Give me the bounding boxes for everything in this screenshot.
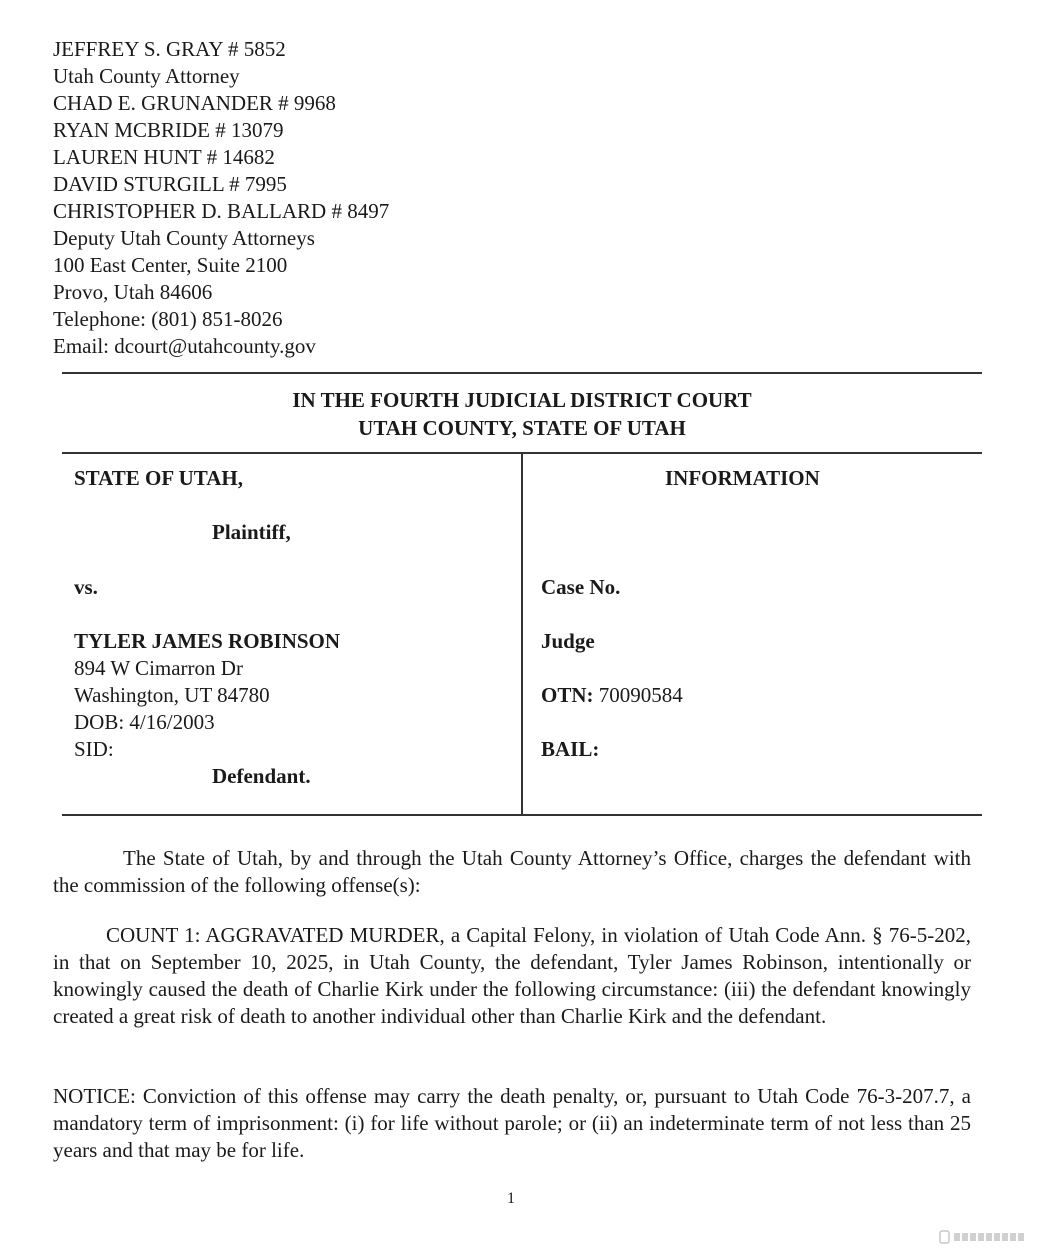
office-email: Email: dcourt@utahcounty.gov <box>53 334 316 358</box>
defendant-address-line1: 894 W Cimarron Dr <box>74 656 243 680</box>
intro-paragraph: The State of Utah, by and through the Utah County Attorney’s Office, charges the defendant with the commission of the following offense(s): <box>53 846 971 897</box>
attorney-header-block <box>53 36 389 360</box>
office-city: Provo, Utah 84606 <box>53 280 213 304</box>
deputy-title: Deputy Utah County Attorneys <box>53 226 315 250</box>
otn-field <box>541 682 683 709</box>
court-title-line2: UTAH COUNTY, STATE OF UTAH <box>358 416 686 440</box>
otn-value: 70090584 <box>598 683 683 707</box>
versus-label: vs. <box>74 575 98 599</box>
count-1-paragraph: COUNT 1: AGGRAVATED MURDER, a Capital Felony, in violation of Utah Code Ann. § 76-5-202, in that on September 10, 2025, in Utah County, the defendant, Tyler James Robinson, intentionally or knowingly caused the death of Charlie Kirk under the following circumstance: (iii) the defendant knowingly created a great risk of death to another individual other than Charlie Kirk and the defendant. <box>53 923 971 1028</box>
otn-label: OTN: <box>541 683 594 707</box>
office-telephone: Telephone: (801) 851-8026 <box>53 307 283 331</box>
plaintiff-role: Plaintiff, <box>212 520 291 544</box>
defendant-role: Defendant. <box>212 764 311 788</box>
page-number: 1 <box>507 1190 515 1207</box>
bail-label: BAIL: <box>541 737 600 761</box>
defendant-address-line2: Washington, UT 84780 <box>74 683 270 707</box>
defendant-name: TYLER JAMES ROBINSON <box>74 629 341 653</box>
caption-bottom-rule <box>62 814 982 816</box>
attorney-title: Utah County Attorney <box>53 64 240 88</box>
viewer-watermark-icon <box>938 1228 1028 1246</box>
caption-column-divider <box>521 453 523 814</box>
court-title <box>62 386 982 442</box>
court-title-line1: IN THE FOURTH JUDICIAL DISTRICT COURT <box>292 388 752 412</box>
top-rule <box>62 372 982 374</box>
notice-paragraph: NOTICE: Conviction of this offense may carry the death penalty, or, pursuant to Utah Code 76-3-207.7, a mandatory term of imprisonment: (i) for life without parole; or (ii) an indeterminate term of not less than 25 years and that may be for life. <box>53 1084 971 1162</box>
defendant-dob: DOB: 4/16/2003 <box>74 710 215 734</box>
plaintiff-name: STATE OF UTAH, <box>74 466 243 490</box>
document-type: INFORMATION <box>665 466 820 490</box>
attorney-name-gray: JEFFREY S. GRAY # 5852 <box>53 37 286 61</box>
attorney-name-grunander: CHAD E. GRUNANDER # 9968 <box>53 91 336 115</box>
office-address: 100 East Center, Suite 2100 <box>53 253 288 277</box>
defendant-sid: SID: <box>74 737 114 761</box>
attorney-name-mcbride: RYAN MCBRIDE # 13079 <box>53 118 284 142</box>
attorney-name-ballard: CHRISTOPHER D. BALLARD # 8497 <box>53 199 390 223</box>
judge-label: Judge <box>541 629 595 653</box>
case-number-label: Case No. <box>541 575 621 599</box>
attorney-name-sturgill: DAVID STURGILL # 7995 <box>53 172 287 196</box>
attorney-name-hunt: LAUREN HUNT # 14682 <box>53 145 275 169</box>
